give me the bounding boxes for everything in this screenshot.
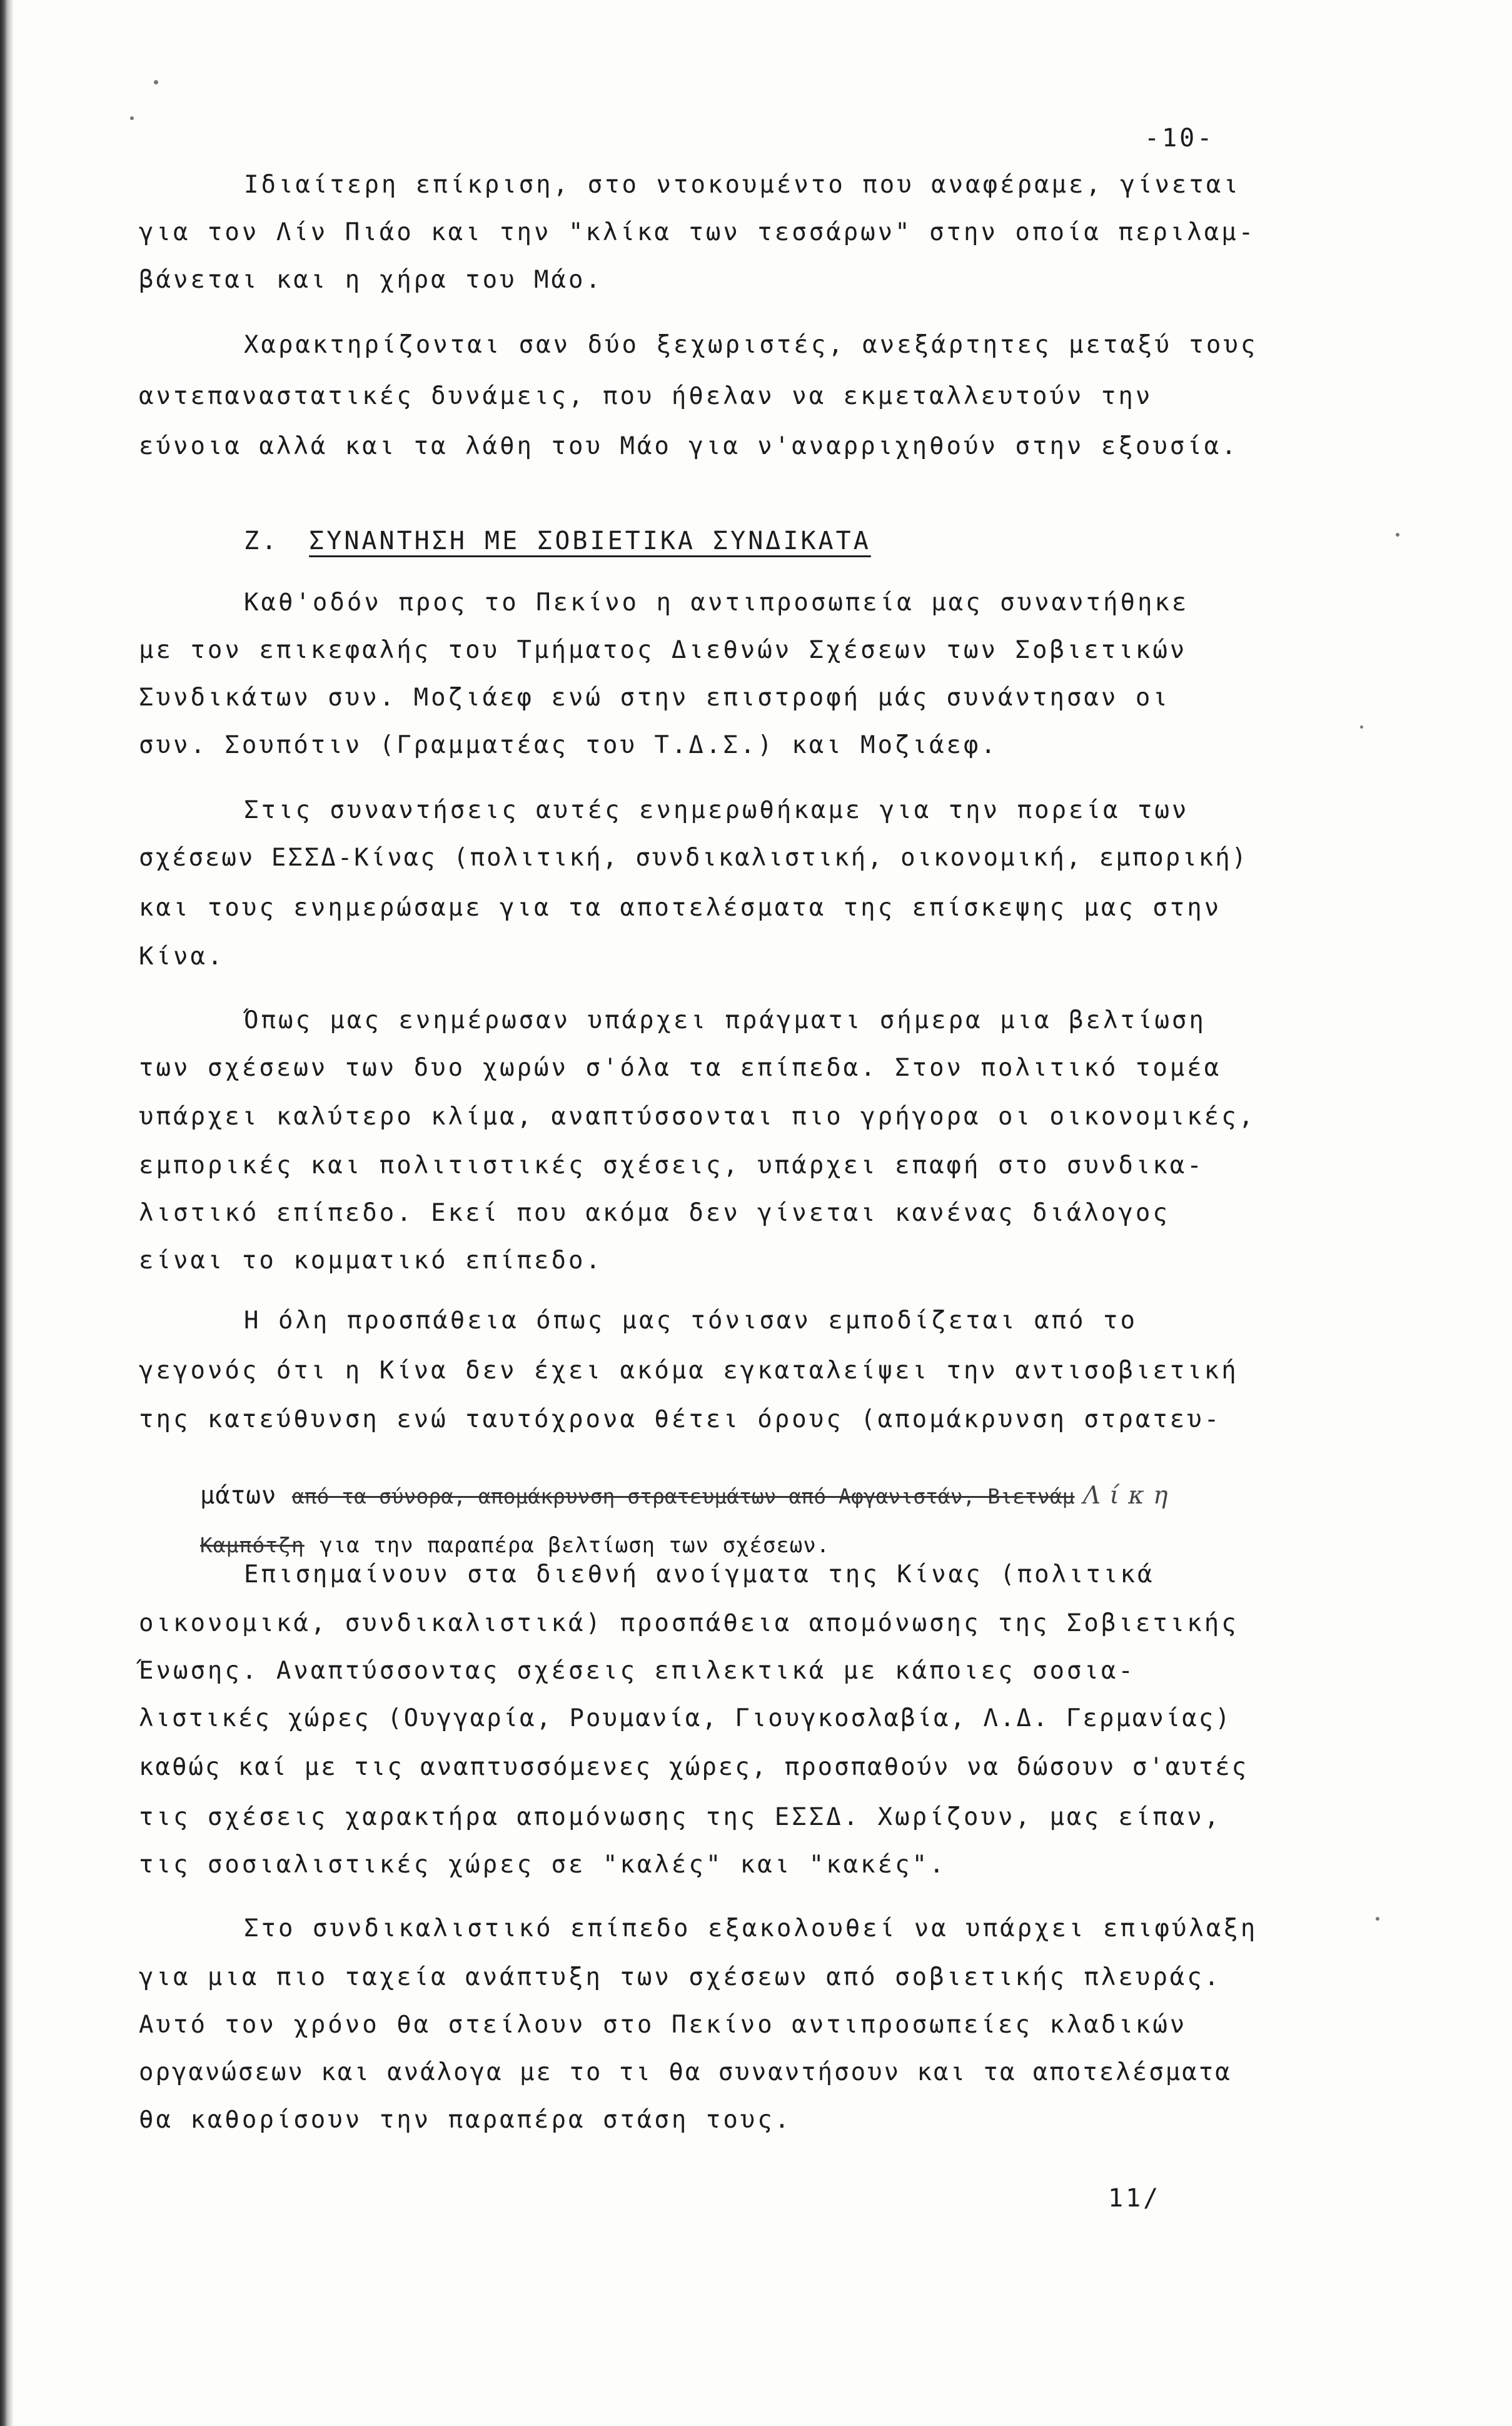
text-line: για τον Λίν Πιάο και την "κλίκα των τεσσάρων" στην οποία περιλαμ- [139, 218, 1256, 246]
next-page-marker: 11/ [1108, 2184, 1161, 2213]
text-line: τις σοσιαλιστικές χώρες σε "καλές" και "κακές". [139, 1851, 947, 1879]
text-line: βάνεται και η χήρα του Μάο. [139, 266, 603, 294]
handwritten-annotation: Λ ί κ η [1074, 1482, 1169, 1510]
text-line: των σχέσεων των δυο χωρών σ'όλα τα επίπεδα. Στον πολιτικό τομέα [139, 1054, 1222, 1082]
page-number: -10- [1144, 124, 1215, 153]
scan-speck [1360, 725, 1363, 729]
struck-out-text: Καμπότζη [199, 1533, 305, 1557]
section-heading [244, 527, 871, 555]
text-line: Στις συναντήσεις αυτές ενημερωθήκαμε για την πορεία των [244, 796, 1189, 824]
text-line: της κατεύθυνση ενώ ταυτόχρονα θέτει όρους (απομάκρυνση στρατευ- [139, 1405, 1222, 1433]
text-line: με τον επικεφαλής του Τμήματος Διεθνών Σχέσεων των Σοβιετικών [139, 636, 1187, 664]
text-line: Κίνα. [139, 943, 225, 971]
text-line: Καθ'οδόν προς το Πεκίνο η αντιπροσωπεία μας συναντήθηκε [244, 589, 1189, 617]
text-line: Συνδικάτων συν. Μοζιάεφ ενώ στην επιστροφή μάς συνάντησαν οι [139, 684, 1170, 712]
struck-out-text: από τα σύνορα, απομάκρυνση στρατευμάτων από Αφγανιστάν, Βιετνάμ [291, 1484, 1075, 1509]
text-line: εμπορικές και πολιτιστικές σχέσεις, υπάρχει επαφή στο συνδικα- [139, 1151, 1204, 1180]
text-line: συν. Σουπότιν (Γραμματέας του Τ.Δ.Σ.) και Μοζιάεφ. [139, 731, 998, 759]
text-line: Επισημαίνουν στα διεθνή ανοίγματα της Κίνας (πολιτικά [244, 1560, 1155, 1589]
text-line: καθώς καί με τις αναπτυσσόμενες χώρες, προσπαθούν να δώσουν σ'αυτές [139, 1753, 1249, 1781]
text-line: είναι το κομματικό επίπεδο. [139, 1246, 603, 1275]
text-line: λιστικές χώρες (Ουγγαρία, Ρουμανία, Γιουγκοσλαβία, Λ.Δ. Γερμανίας) [139, 1704, 1232, 1732]
text-line: σχέσεων ΕΣΣΔ-Κίνας (πολιτική, συνδικαλιστική, οικονομική, εμπορική) [139, 844, 1249, 872]
text-line: Ένωσης. Αναπτύσσοντας σχέσεις επιλεκτικά με κάποιες σοσια- [139, 1657, 1136, 1685]
text-line: Η όλη προσπάθεια όπως μας τόνισαν εμποδίζεται από το [244, 1307, 1137, 1335]
text-line: Στο συνδικαλιστικό επίπεδο εξακολουθεί να υπάρχει επιφύλαξη [244, 1914, 1258, 1943]
scan-speck [130, 116, 134, 120]
text-line: και τους ενημερώσαμε για τα αποτελέσματα της επίσκεψης μας στην [139, 894, 1222, 922]
text-line: Αυτό τον χρόνο θα στείλουν στο Πεκίνο αντιπροσωπείες κλαδικών [139, 2011, 1187, 2039]
text-line: οργανώσεων και ανάλογα με το τι θα συναντήσουν και τα αποτελέσματα [139, 2058, 1232, 2086]
text-line: εύνοια αλλά και τα λάθη του Μάο για ν'αναρριχηθούν στην εξουσία. [139, 432, 1239, 460]
line-prefix: μάτων [199, 1482, 292, 1510]
text-line: θα καθορίσουν την παραπέρα στάση τους. [139, 2106, 792, 2134]
scan-speck [154, 80, 158, 84]
scan-speck [1396, 533, 1399, 537]
text-line: για μια πιο ταχεία ανάπτυξη των σχέσεων από σοβιετικής πλευράς. [139, 1963, 1222, 1991]
text-line: λιστικό επίπεδο. Εκεί που ακόμα δεν γίνεται κανένας διάλογος [139, 1199, 1170, 1227]
text-line: αντεπαναστατικές δυνάμεις, που ήθελαν να εκμεταλλευτούν την [139, 382, 1153, 410]
text-line: οικονομικά, συνδικαλιστικά) προσπάθεια απομόνωσης της Σοβιετικής [139, 1609, 1239, 1637]
text-line: γεγονός ότι η Κίνα δεν έχει ακόμα εγκαταλείψει την αντισοβιετική [139, 1357, 1239, 1385]
section-title: ΣΥΝΑΝΤΗΣΗ ΜΕ ΣΟΒΙΕΤΙΚΑ ΣΥΝΔΙΚΑΤΑ [309, 527, 871, 555]
text-line: Ιδιαίτερη επίκριση, στο ντοκουμέντο που αναφέραμε, γίνεται [244, 171, 1241, 199]
text-line: τις σχέσεις χαρακτήρα απομόνωσης της ΕΣΣΔ. Χωρίζουν, μας είπαν, [139, 1803, 1222, 1831]
scan-speck [1376, 1917, 1379, 1921]
text-line: Όπως μας ενημέρωσαν υπάρχει πράγματι σήμερα μια βελτίωση [244, 1006, 1206, 1034]
line-rest: για την παραπέρα βελτίωση των σχέσεων. [320, 1533, 830, 1558]
text-line: Χαρακτηρίζονται σαν δύο ξεχωριστές, ανεξάρτητες μεταξύ τους [244, 331, 1258, 359]
text-line: υπάρχει καλύτερο κλίμα, αναπτύσσονται πιο γρήγορα οι οικονομικές, [139, 1103, 1256, 1131]
section-letter: Ζ. [244, 527, 280, 555]
binding-edge [0, 0, 14, 2426]
